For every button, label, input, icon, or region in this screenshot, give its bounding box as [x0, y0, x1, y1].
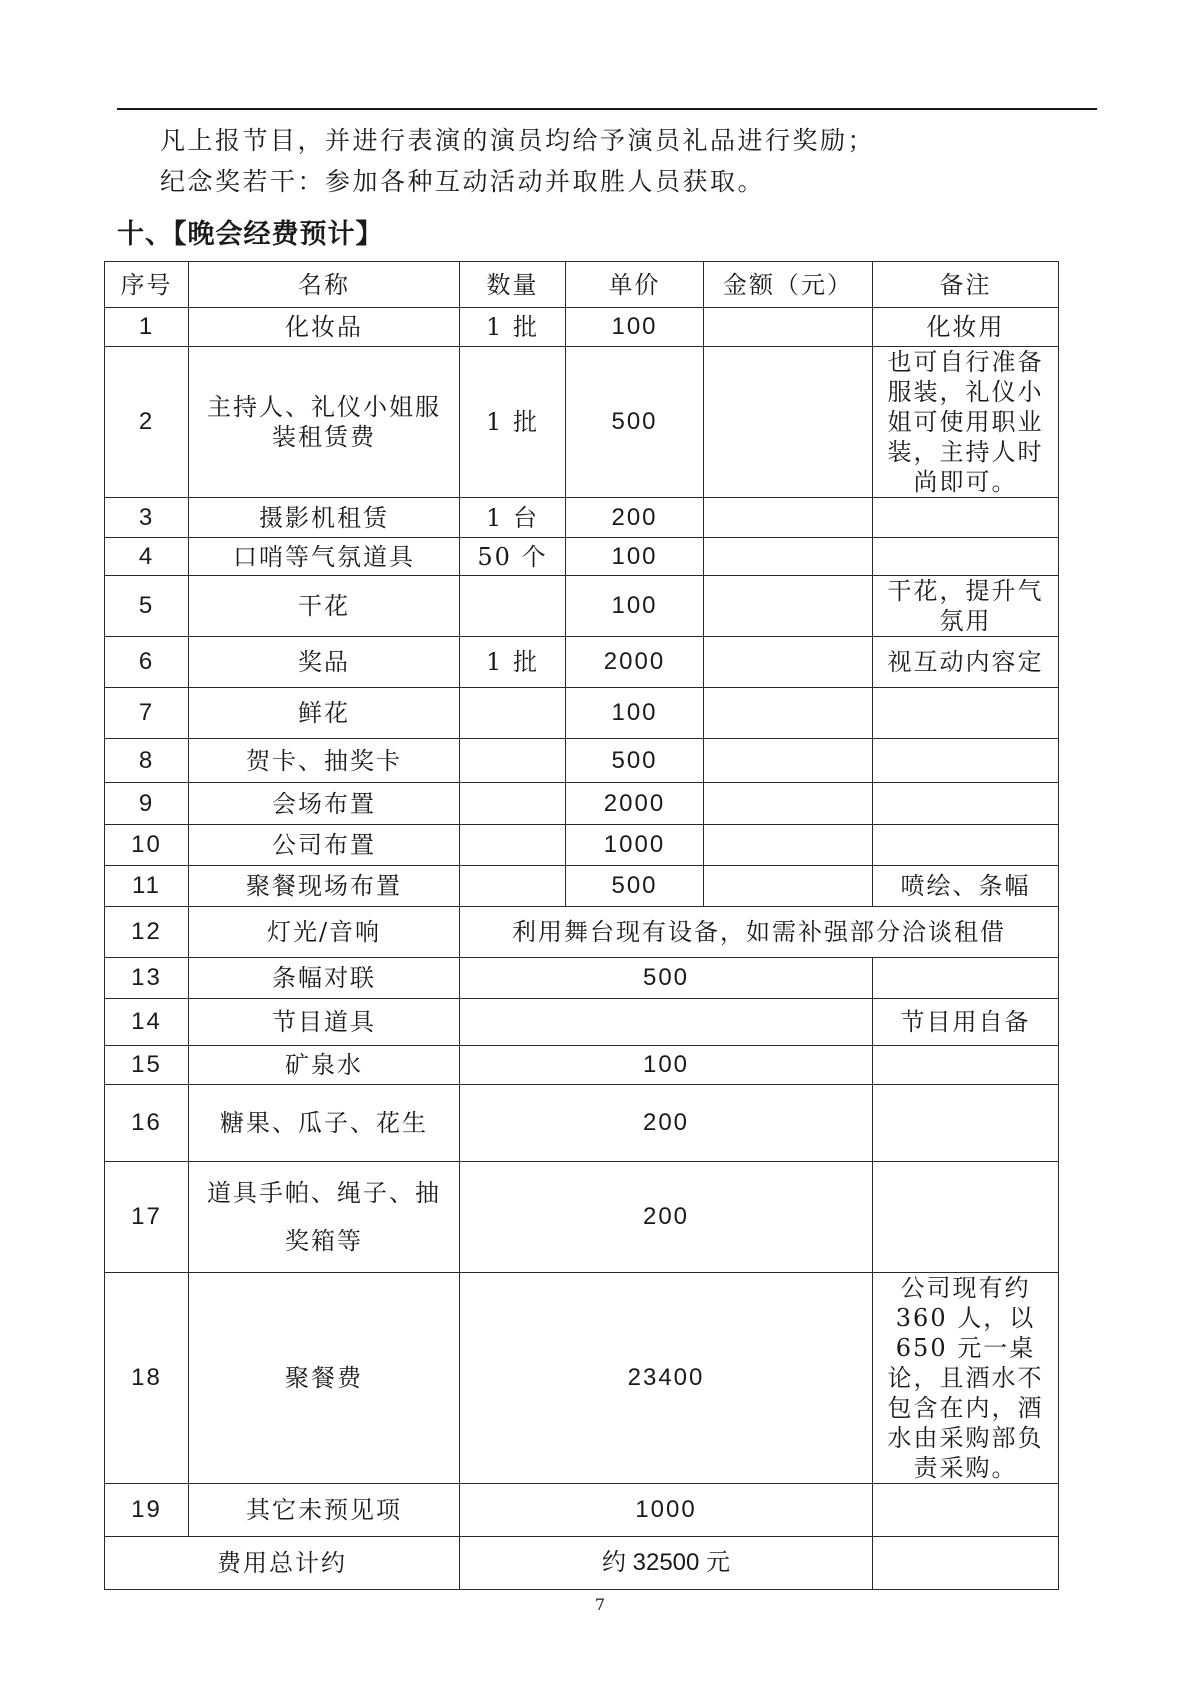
row-number: 10 — [105, 825, 189, 866]
table-row — [105, 739, 1059, 783]
table-row — [105, 1484, 1059, 1537]
table-row — [105, 1046, 1059, 1085]
item-quantity — [460, 688, 566, 739]
item-cost: 500 — [460, 958, 873, 999]
header-rule — [117, 108, 1097, 110]
item-note — [873, 1085, 1059, 1162]
header-cell: 备注 — [873, 262, 1059, 308]
item-amount — [704, 783, 873, 825]
row-number: 18 — [105, 1273, 189, 1484]
item-amount — [704, 866, 873, 907]
item-price: 2000 — [566, 637, 704, 688]
row-number: 5 — [105, 576, 189, 637]
item-amount — [704, 308, 873, 347]
item-price: 500 — [566, 347, 704, 498]
table-row — [105, 958, 1059, 999]
item-name: 奖品 — [189, 637, 460, 688]
item-name: 道具手帕、绳子、抽奖箱等 — [189, 1162, 460, 1273]
item-quantity — [460, 783, 566, 825]
row-number: 13 — [105, 958, 189, 999]
table-row — [105, 783, 1059, 825]
item-cost: 200 — [460, 1162, 873, 1273]
item-price: 100 — [566, 538, 704, 576]
item-cost: 1000 — [460, 1484, 873, 1537]
item-name: 聚餐现场布置 — [189, 866, 460, 907]
item-note — [873, 958, 1059, 999]
table-row — [105, 825, 1059, 866]
item-amount — [704, 739, 873, 783]
item-price: 500 — [566, 739, 704, 783]
item-name: 会场布置 — [189, 783, 460, 825]
table-row — [105, 347, 1059, 498]
table-row — [105, 1162, 1059, 1273]
item-amount — [704, 825, 873, 866]
item-amount — [704, 498, 873, 538]
row-number: 9 — [105, 783, 189, 825]
item-quantity: 50 个 — [460, 538, 566, 576]
header-cell: 金额（元） — [704, 262, 873, 308]
table-row — [105, 907, 1059, 958]
item-price: 100 — [566, 576, 704, 637]
table-row — [105, 1273, 1059, 1484]
item-name: 糖果、瓜子、花生 — [189, 1085, 460, 1162]
item-note — [873, 783, 1059, 825]
table-row — [105, 498, 1059, 538]
table-row — [105, 637, 1059, 688]
item-amount — [704, 347, 873, 498]
row-number: 1 — [105, 308, 189, 347]
item-quantity: 1 批 — [460, 347, 566, 498]
item-quantity: 1 台 — [460, 498, 566, 538]
total-label: 费用总计约 — [105, 1537, 460, 1590]
total-value: 约 32500 元 — [460, 1537, 873, 1590]
row-number: 17 — [105, 1162, 189, 1273]
item-note — [873, 688, 1059, 739]
row-number: 2 — [105, 347, 189, 498]
item-name: 口哨等气氛道具 — [189, 538, 460, 576]
item-note: 公司现有约 360 人，以 650 元一桌论，且酒水不包含在内，酒水由采购部负责采购。 — [873, 1273, 1059, 1484]
item-quantity — [460, 576, 566, 637]
item-name: 公司布置 — [189, 825, 460, 866]
header-cell: 序号 — [105, 262, 189, 308]
table-row — [105, 688, 1059, 739]
item-note: 化妆用 — [873, 308, 1059, 347]
section-heading: 十、【晚会经费预计】 — [117, 219, 384, 250]
item-price: 2000 — [566, 783, 704, 825]
item-name: 聚餐费 — [189, 1273, 460, 1484]
item-name: 化妆品 — [189, 308, 460, 347]
row-number: 19 — [105, 1484, 189, 1537]
item-name: 摄影机租赁 — [189, 498, 460, 538]
page-number: 7 — [594, 1595, 606, 1614]
table-row — [105, 1085, 1059, 1162]
item-amount — [704, 576, 873, 637]
item-price: 200 — [566, 498, 704, 538]
total-note — [873, 1537, 1059, 1590]
merged-note: 利用舞台现有设备，如需补强部分洽谈租借 — [460, 907, 1059, 958]
item-cost: 200 — [460, 1085, 873, 1162]
table-row — [105, 999, 1059, 1046]
item-amount — [704, 538, 873, 576]
table-total-row — [105, 1537, 1059, 1590]
item-note — [873, 1484, 1059, 1537]
row-number: 11 — [105, 866, 189, 907]
row-number: 3 — [105, 498, 189, 538]
item-cost: 100 — [460, 1046, 873, 1085]
item-name: 其它未预见项 — [189, 1484, 460, 1537]
item-quantity — [460, 739, 566, 783]
item-name: 灯光/音响 — [189, 907, 460, 958]
header-cell: 单价 — [566, 262, 704, 308]
table-row — [105, 866, 1059, 907]
item-amount — [704, 688, 873, 739]
row-number: 14 — [105, 999, 189, 1046]
item-price: 100 — [566, 308, 704, 347]
item-note: 喷绘、条幅 — [873, 866, 1059, 907]
item-name: 节目道具 — [189, 999, 460, 1046]
item-price: 500 — [566, 866, 704, 907]
row-number: 7 — [105, 688, 189, 739]
item-note — [873, 1162, 1059, 1273]
row-number: 16 — [105, 1085, 189, 1162]
intro-paragraph-1: 凡上报节目，并进行表演的演员均给予演员礼品进行奖励； — [160, 126, 876, 155]
header-cell: 名称 — [189, 262, 460, 308]
item-quantity: 1 批 — [460, 308, 566, 347]
item-name: 主持人、礼仪小姐服装租赁费 — [189, 347, 460, 498]
item-quantity — [460, 866, 566, 907]
item-note: 干花，提升气氛用 — [873, 576, 1059, 637]
row-number: 12 — [105, 907, 189, 958]
item-quantity — [460, 825, 566, 866]
table-header-row — [105, 262, 1059, 308]
row-number: 6 — [105, 637, 189, 688]
item-name: 矿泉水 — [189, 1046, 460, 1085]
item-note — [873, 1046, 1059, 1085]
item-note: 节目用自备 — [873, 999, 1059, 1046]
item-note — [873, 739, 1059, 783]
row-number: 4 — [105, 538, 189, 576]
item-quantity: 1 批 — [460, 637, 566, 688]
item-note: 视互动内容定 — [873, 637, 1059, 688]
table-row — [105, 576, 1059, 637]
item-cost: 23400 — [460, 1273, 873, 1484]
row-number: 8 — [105, 739, 189, 783]
budget-table — [104, 261, 1059, 1590]
item-price: 100 — [566, 688, 704, 739]
item-cost — [460, 999, 873, 1046]
item-note — [873, 538, 1059, 576]
item-note: 也可自行准备服装，礼仪小姐可使用职业装，主持人时尚即可。 — [873, 347, 1059, 498]
table-row — [105, 308, 1059, 347]
row-number: 15 — [105, 1046, 189, 1085]
item-amount — [704, 637, 873, 688]
item-name: 条幅对联 — [189, 958, 460, 999]
header-cell: 数量 — [460, 262, 566, 308]
item-note — [873, 498, 1059, 538]
item-price: 1000 — [566, 825, 704, 866]
item-name: 鲜花 — [189, 688, 460, 739]
item-note — [873, 825, 1059, 866]
item-name: 干花 — [189, 576, 460, 637]
item-name: 贺卡、抽奖卡 — [189, 739, 460, 783]
intro-paragraph-2: 纪念奖若干：参加各种互动活动并取胜人员获取。 — [160, 167, 766, 196]
table-row — [105, 538, 1059, 576]
